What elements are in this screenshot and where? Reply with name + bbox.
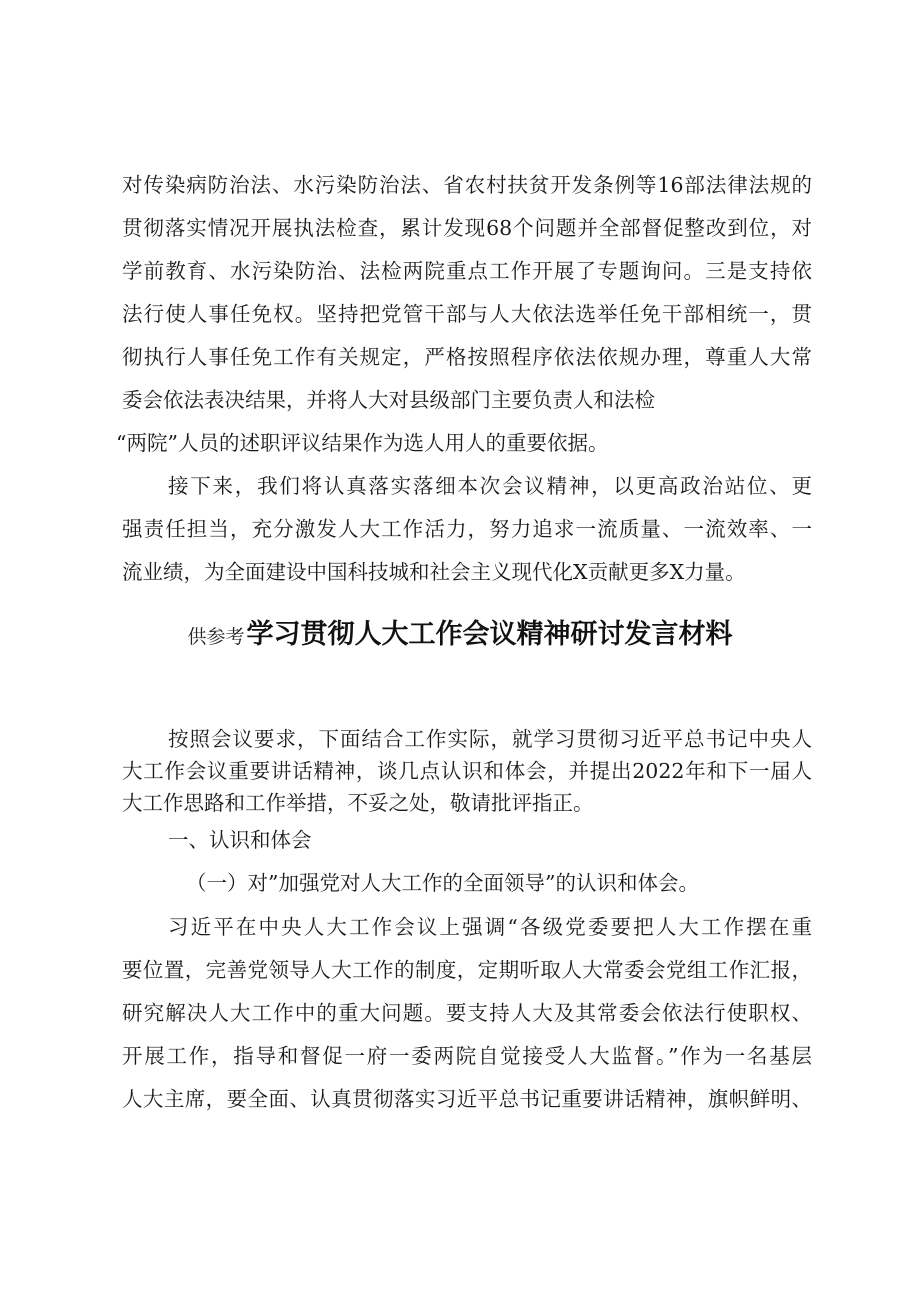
subsection-heading: （一）对”加强党对人大工作的全面领导”的认识和体会。 xyxy=(186,871,699,895)
paragraph-3-line: 大工作思路和工作举措，不妥之处，敬请批评指正。 xyxy=(122,791,594,815)
paragraph-4-line: 研究解决人大工作中的重大问题。要支持人大及其常委会依法行使职权、 xyxy=(122,1001,812,1025)
paragraph-1-line: 学前教育、水污染防治、法检两院重点工作开展了专题询问。三是支持依 xyxy=(122,259,812,283)
paragraph-1-line: “两院”人员的述职评议结果作为选人用人的重要依据。 xyxy=(116,431,609,455)
paragraph-4-line: 要位置，完善党领导人大工作的制度，定期听取人大常委会党组工作汇报， xyxy=(122,958,812,982)
paragraph-2-line: 流业绩，为全面建设中国科技城和社会主义现代化X贡献更多X力量。 xyxy=(122,560,746,584)
paragraph-1-line: 彻执行人事任免工作有关规定，严格按照程序依法依规办理，尊重人大常 xyxy=(122,345,812,369)
paragraph-1-line: 对传染病防治法、水污染防治法、省农村扶贫开发条例等16部法律法规的 xyxy=(122,173,812,197)
paragraph-1-line: 委会依法表决结果，并将人大对县级部门主要负责人和法检 xyxy=(122,388,655,412)
paragraph-1-line: 贯彻落实情况开展执法检查，累计发现68个问题并全部督促整改到位，对 xyxy=(122,216,812,240)
paragraph-2-line: 强责任担当，充分激发人大工作活力，努力追求一流质量、一流效率、一 xyxy=(122,517,812,541)
paragraph-4-line: 开展工作，指导和督促一府一委两院自觉接受人大监督。”作为一名基层 xyxy=(122,1044,812,1068)
paragraph-4-line: 人大主席，要全面、认真贯彻落实习近平总书记重要讲话精神，旗帜鲜明、 xyxy=(122,1087,812,1111)
paragraph-3-line: 按照会议要求，下面结合工作实际，就学习贯彻习近平总书记中央人 xyxy=(168,727,812,751)
paragraph-2-line: 接下来，我们将认真落实落细本次会议精神，以更高政治站位、更 xyxy=(168,474,812,498)
paragraph-3-line: 大工作会议重要讲话精神，谈几点认识和体会，并提出2022年和下一届人 xyxy=(122,759,812,783)
section-heading: 一、认识和体会 xyxy=(168,828,312,852)
title-main: 学习贯彻人大工作会议精神研讨发言材料 xyxy=(246,619,733,650)
title-prefix: 供参考 xyxy=(187,626,245,648)
paragraph-1-line: 法行使人事任免权。坚持把党管干部与人大依法选举任免干部相统一，贯 xyxy=(122,302,812,326)
document-title xyxy=(0,617,920,656)
paragraph-4-line: 习近平在中央人大工作会议上强调“各级党委要把人大工作摆在重 xyxy=(168,915,812,939)
